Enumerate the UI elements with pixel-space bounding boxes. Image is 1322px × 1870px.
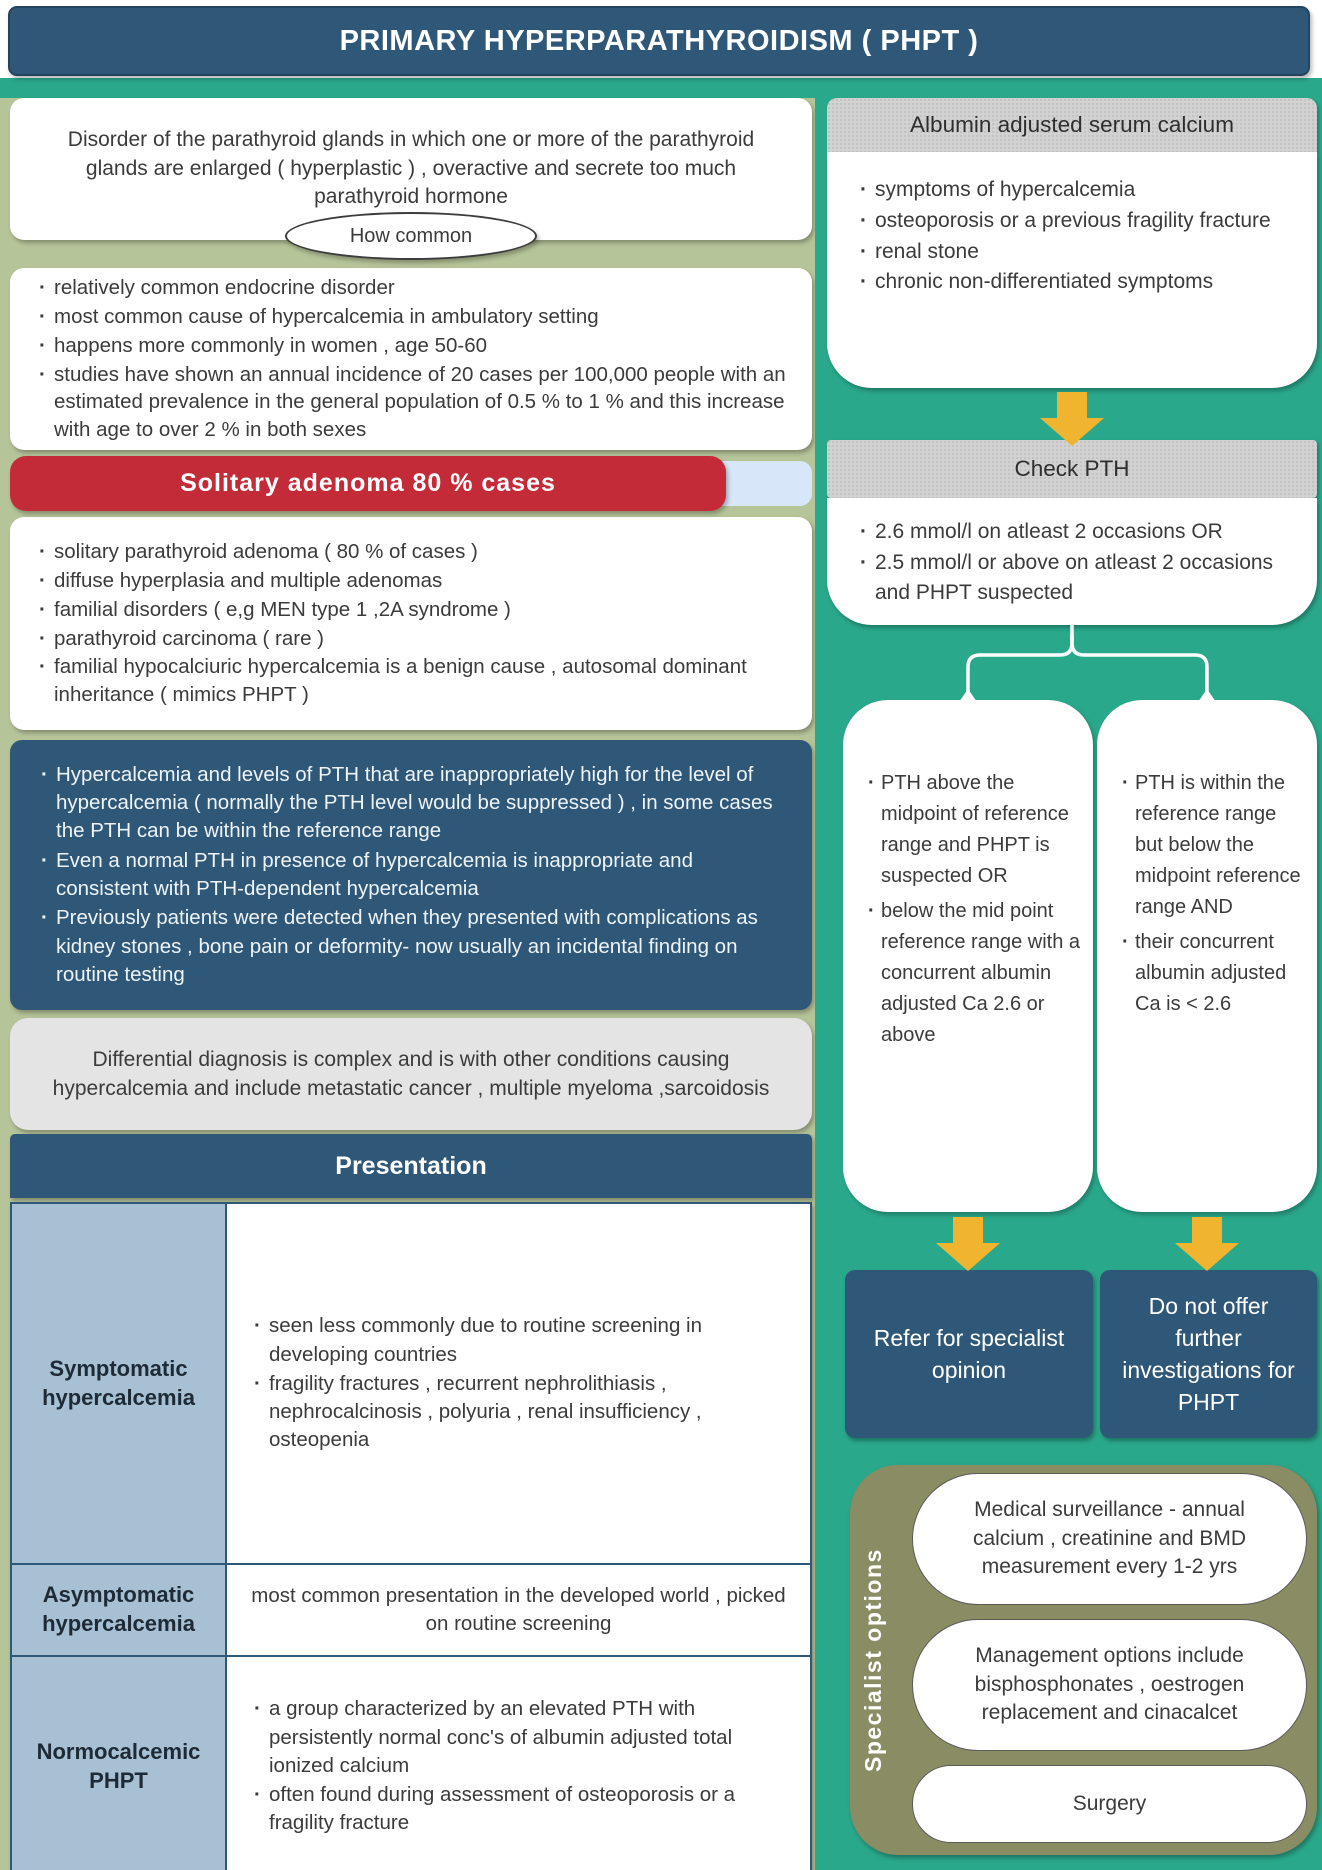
table-row bbox=[11, 1656, 811, 1870]
presentation-header-label: Presentation bbox=[335, 1151, 487, 1180]
arrow-head bbox=[1040, 418, 1104, 446]
definition-text: Disorder of the parathyroid glands in which one or more of the parathyroid glands are enlarged ( hyperplastic ) , overactive and secrete too much parathyroid hormone bbox=[67, 127, 755, 209]
flow-arrow-down-icon bbox=[1175, 1217, 1239, 1271]
bullet-item: · Hypercalcemia and levels of PTH that are inappropriately high for the level of hypercalcemia ( normally the PTH level would be suppressed ) , in some cases the PTH can be within the reference range bbox=[38, 761, 784, 846]
bullet-item: · PTH is within the reference range but below the midpoint reference range AND bbox=[1119, 768, 1305, 923]
banner-blue-segment bbox=[712, 461, 812, 506]
branch-box-pth-normal bbox=[1097, 700, 1317, 1212]
option-text: Surgery bbox=[1072, 1791, 1147, 1815]
outcome-no-investigation-box bbox=[1100, 1270, 1317, 1438]
table-row bbox=[11, 1564, 811, 1656]
calcium-check-box bbox=[827, 152, 1317, 388]
how-common-bullets bbox=[36, 273, 786, 445]
calcium-check-header bbox=[827, 98, 1317, 152]
causes-banner-row bbox=[10, 456, 812, 511]
how-common-label: How common bbox=[349, 224, 473, 247]
row-content-asymptomatic: most common presentation in the developed world , picked on routine screening bbox=[226, 1564, 811, 1656]
option-text: Medical surveillance - annual calcium , creatinine and BMD measurement every 1-2 yrs bbox=[972, 1498, 1247, 1579]
left-column bbox=[0, 98, 815, 1870]
bullet-item: · relatively common endocrine disorder bbox=[36, 274, 786, 302]
bullet-item: · PTH above the midpoint of reference range and PHPT is suspected OR bbox=[865, 768, 1081, 892]
causes-bullets bbox=[36, 537, 786, 710]
bullet-item: · Even a normal PTH in presence of hypercalcemia is inappropriate and consistent with PTH-dependent hypercalcemia bbox=[38, 847, 784, 904]
check-pth-title: Check PTH bbox=[1014, 456, 1130, 481]
bullet-item: · diffuse hyperplasia and multiple adenomas bbox=[36, 567, 786, 595]
bullet-item: · symptoms of hypercalcemia bbox=[857, 175, 1299, 205]
branch-connector bbox=[815, 625, 1322, 720]
bullet-item: · their concurrent albumin adjusted Ca is < 2.6 bbox=[1119, 927, 1305, 1020]
specialist-option-surveillance bbox=[912, 1473, 1307, 1605]
specialist-options-list bbox=[912, 1473, 1307, 1843]
bullet-item: · familial disorders ( e,g MEN type 1 ,2A syndrome ) bbox=[36, 596, 786, 624]
arrow-shaft bbox=[953, 1217, 983, 1243]
symptomatic-bullets bbox=[251, 1312, 786, 1454]
outcome-no-investigation-text: Do not offer further investigations for PHPT bbox=[1122, 1292, 1295, 1416]
branch-left-bullets bbox=[865, 768, 1081, 1051]
diamond-icon bbox=[1198, 689, 1216, 715]
arrow-shaft bbox=[1192, 1217, 1222, 1243]
arrow-head bbox=[1175, 1243, 1239, 1271]
specialist-option-medical-management bbox=[912, 1619, 1307, 1751]
option-text: Management options include bisphosphonates , oestrogen replacement and cinacalcet bbox=[974, 1644, 1245, 1725]
bullet-item: · parathyroid carcinoma ( rare ) bbox=[36, 625, 786, 653]
diamond-icon bbox=[959, 689, 977, 715]
presentation-header bbox=[10, 1134, 812, 1198]
presentation-table bbox=[10, 1202, 812, 1870]
teal-divider-strip bbox=[0, 78, 1322, 98]
bullet-item: · 2.6 mmol/l on atleast 2 occasions OR bbox=[857, 517, 1303, 547]
specialist-options-label: Specialist options bbox=[860, 1548, 886, 1772]
outcome-refer-text: Refer for specialist opinion bbox=[873, 1324, 1065, 1383]
row-content-symptomatic bbox=[226, 1203, 811, 1564]
check-pth-box bbox=[827, 498, 1317, 625]
differential-note-box bbox=[10, 1018, 812, 1130]
arrow-shaft bbox=[1057, 392, 1087, 418]
bullet-item: · studies have shown an annual incidence of 20 cases per 100,000 people with an estimated prevalence in the general population of 0.5 % to 1 % and this increase with age to over 2 % in both sexes bbox=[36, 361, 786, 445]
bullet-item: · often found during assessment of osteoporosis or a fragility fracture bbox=[251, 1781, 786, 1838]
causes-box bbox=[10, 517, 812, 730]
bullet-item: · fragility fractures , recurrent nephrolithiasis , nephrocalcinosis , polyuria , renal insufficiency , osteopenia bbox=[251, 1370, 786, 1455]
check-pth-bullets bbox=[857, 517, 1303, 607]
bullet-item: · most common cause of hypercalcemia in ambulatory setting bbox=[36, 303, 786, 331]
row-label-symptomatic: Symptomatic hypercalcemia bbox=[11, 1203, 226, 1564]
how-common-oval bbox=[285, 212, 537, 260]
bullet-item: · osteoporosis or a previous fragility fracture bbox=[857, 206, 1299, 236]
biochemistry-box bbox=[10, 740, 812, 1010]
branch-right-bullets bbox=[1119, 768, 1305, 1020]
check-pth-header bbox=[827, 440, 1317, 498]
biochemistry-bullets bbox=[38, 760, 784, 990]
specialist-option-surgery bbox=[912, 1765, 1307, 1843]
row-content-normocalcemic bbox=[226, 1656, 811, 1870]
bullet-item: · renal stone bbox=[857, 237, 1299, 267]
flow-arrow-down-icon bbox=[936, 1217, 1000, 1271]
row-label-asymptomatic: Asymptomatic hypercalcemia bbox=[11, 1564, 226, 1656]
flow-arrow-down-icon bbox=[1040, 392, 1104, 446]
normocalcemic-bullets bbox=[251, 1695, 786, 1837]
outcome-refer-box bbox=[845, 1270, 1093, 1438]
calcium-check-title: Albumin adjusted serum calcium bbox=[910, 112, 1234, 137]
page-title: PRIMARY HYPERPARATHYROIDISM ( PHPT ) bbox=[339, 24, 979, 57]
row-label-normocalcemic: Normocalcemic PHPT bbox=[11, 1656, 226, 1870]
content-columns bbox=[0, 98, 1322, 1870]
bullet-item: · solitary parathyroid adenoma ( 80 % of cases ) bbox=[36, 538, 786, 566]
bullet-item: · happens more commonly in women , age 50-60 bbox=[36, 332, 786, 360]
bullet-item: · Previously patients were detected when they presented with complications as kidney stones , bone pain or deformity- now usually an incidental finding on routine testing bbox=[38, 904, 784, 989]
causes-banner-label: Solitary adenoma 80 % cases bbox=[180, 469, 556, 497]
page-header bbox=[8, 6, 1310, 76]
bullet-item: · seen less commonly due to routine screening in developing countries bbox=[251, 1312, 786, 1369]
right-column-flowchart bbox=[815, 98, 1322, 1870]
bullet-item: · 2.5 mmol/l or above on atleast 2 occasions and PHPT suspected bbox=[857, 548, 1303, 608]
bullet-item: · a group characterized by an elevated PTH with persistently normal conc's of albumin adjusted total ionized calcium bbox=[251, 1695, 786, 1780]
bullet-item: · chronic non-differentiated symptoms bbox=[857, 267, 1299, 297]
branch-box-pth-high bbox=[843, 700, 1093, 1212]
bullet-item: · below the mid point reference range with a concurrent albumin adjusted Ca 2.6 or above bbox=[865, 896, 1081, 1051]
specialist-options-container bbox=[850, 1465, 1317, 1855]
bullet-item: · familial hypocalciuric hypercalcemia is a benign cause , autosomal dominant inheritance ( mimics PHPT ) bbox=[36, 653, 786, 709]
causes-banner bbox=[10, 456, 726, 511]
how-common-box bbox=[10, 268, 812, 450]
arrow-head bbox=[936, 1243, 1000, 1271]
calcium-check-bullets bbox=[857, 175, 1299, 297]
differential-note-text: Differential diagnosis is complex and is with other conditions causing hypercalcemia and include metastatic cancer , multiple myeloma ,sarcoidosis bbox=[52, 1047, 770, 1100]
table-row bbox=[11, 1203, 811, 1564]
